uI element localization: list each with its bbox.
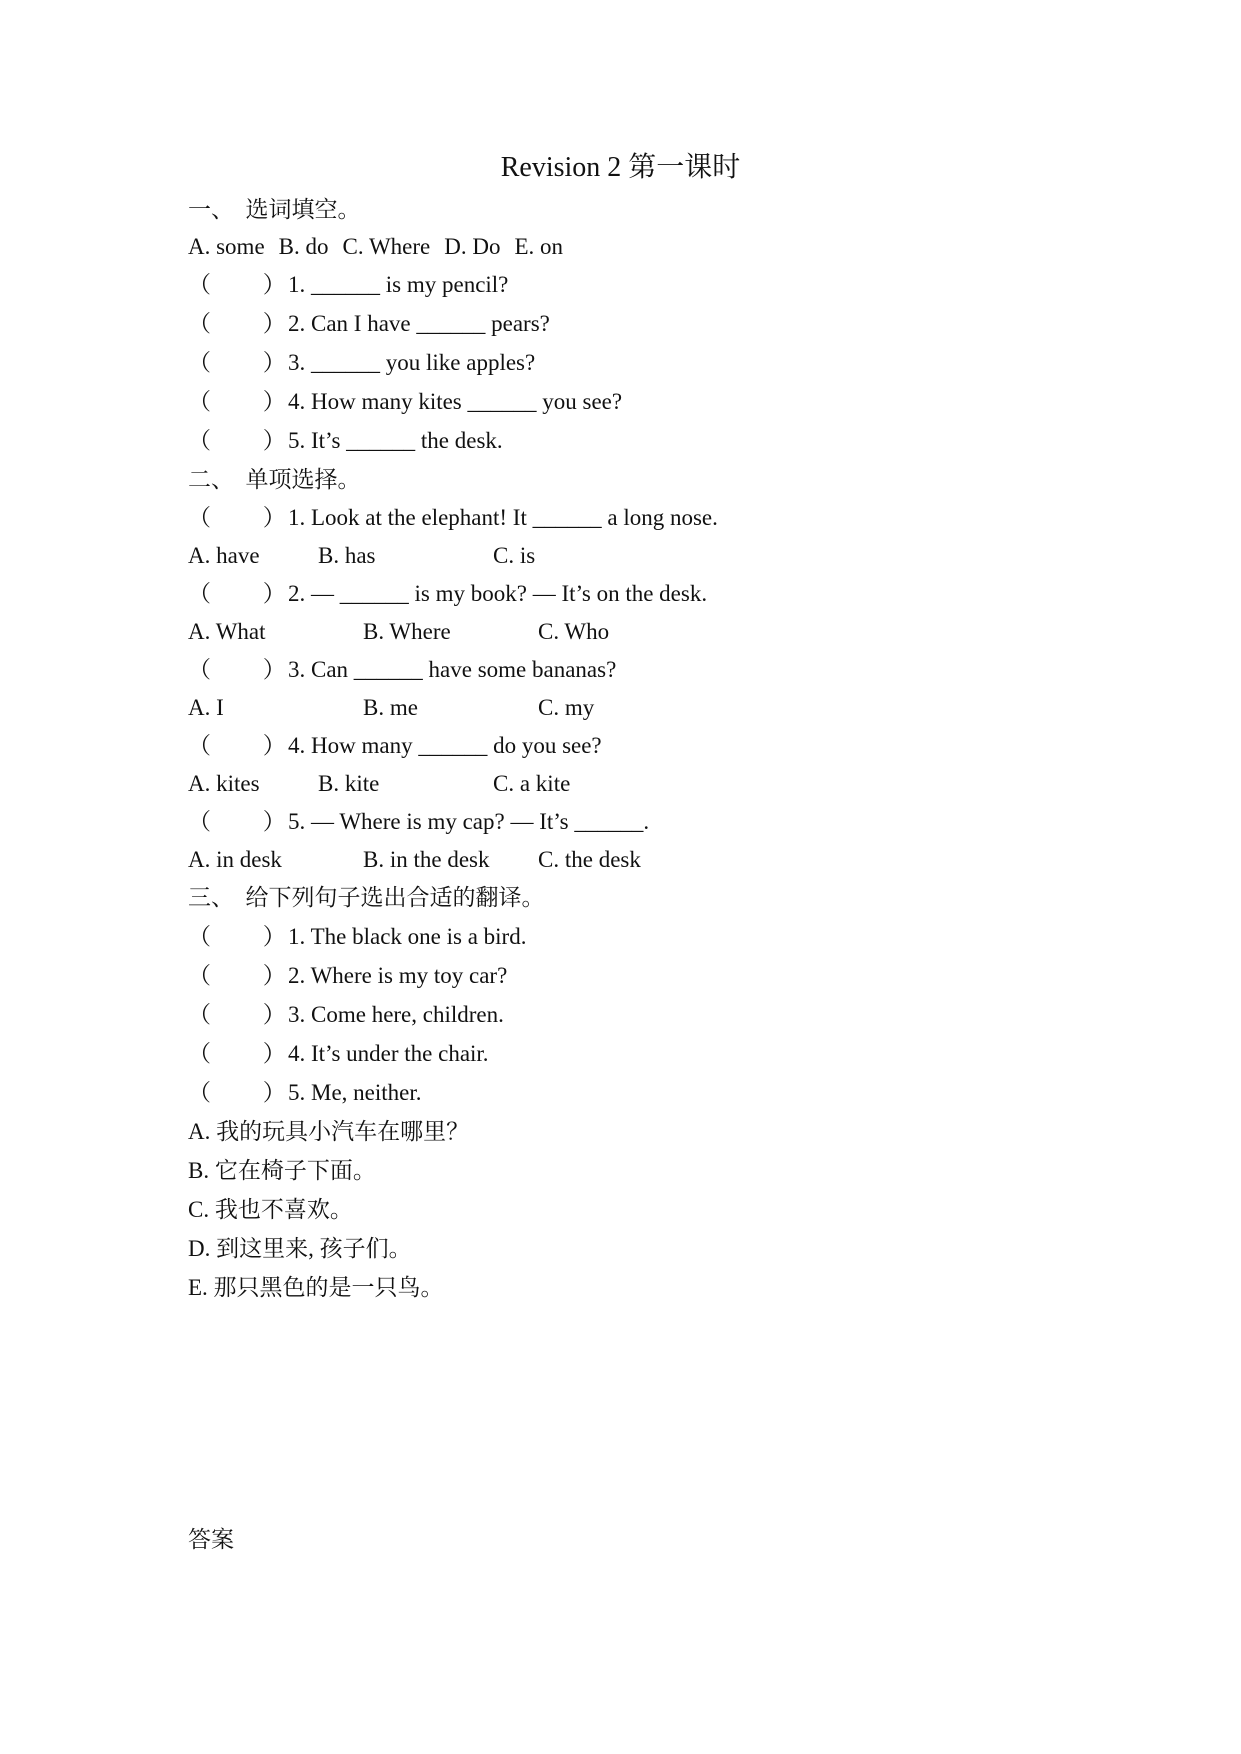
answer-blank[interactable]: （ ） <box>188 505 286 530</box>
option: C. the desk <box>538 847 641 872</box>
answer-blank[interactable]: （ ） <box>188 924 286 949</box>
options-row <box>188 541 535 571</box>
question-text: 3. Come here, children. <box>288 1002 504 1027</box>
answer-blank[interactable]: （ ） <box>188 733 286 758</box>
option: C. Who <box>538 619 610 644</box>
answer-blank[interactable]: （ ） <box>188 809 286 834</box>
question-text: 2. Where is my toy car? <box>288 963 508 988</box>
section2-heading: 二、 单项选择。 <box>188 467 361 492</box>
question-text: 4. How many ______ do you see? <box>288 733 602 758</box>
word-bank-option: B. do <box>278 234 329 259</box>
question-row <box>188 309 550 339</box>
question-text: 3. ______ you like apples? <box>288 350 536 375</box>
options-row <box>188 845 641 875</box>
answer-blank[interactable]: （ ） <box>188 1041 286 1066</box>
question-row <box>188 579 707 609</box>
word-bank-option: D. Do <box>444 234 501 259</box>
options-row <box>188 693 594 723</box>
option: B. in the desk <box>363 847 490 872</box>
question-row <box>188 1078 422 1108</box>
question-text: 2. — ______ is my book? — It’s on the desk. <box>288 581 708 606</box>
section1-heading: 一、 选词填空。 <box>188 197 361 222</box>
question-text: 5. — Where is my cap? — It’s ______. <box>288 809 650 834</box>
question-text: 1. The black one is a bird. <box>288 924 527 949</box>
answer-blank[interactable]: （ ） <box>188 428 286 453</box>
question-text: 5. It’s ______ the desk. <box>288 428 503 453</box>
word-bank-option: A. some <box>188 234 265 259</box>
answer-blank[interactable]: （ ） <box>188 657 286 682</box>
question-text: 5. Me, neither. <box>288 1080 422 1105</box>
option: B. Where <box>363 619 451 644</box>
answer-heading: 答案 <box>188 1527 234 1552</box>
page-title: Revision 2 第一课时 <box>500 152 741 183</box>
answer-blank[interactable]: （ ） <box>188 1002 286 1027</box>
question-row <box>188 922 526 952</box>
word-bank-option: E. on <box>514 234 564 259</box>
question-row <box>188 961 507 991</box>
translation-option: D. 到这里来, 孩子们。 <box>188 1236 412 1261</box>
question-row <box>188 387 622 417</box>
option: B. me <box>363 695 418 720</box>
question-row <box>188 731 602 761</box>
option: A. in desk <box>188 847 282 872</box>
question-row <box>188 807 649 837</box>
question-text: 1. ______ is my pencil? <box>288 272 509 297</box>
question-row <box>188 503 718 533</box>
option: A. kites <box>188 771 260 796</box>
answer-blank[interactable]: （ ） <box>188 350 286 375</box>
question-row <box>188 655 616 685</box>
translation-option: C. 我也不喜欢。 <box>188 1197 353 1222</box>
translation-option: B. 它在椅子下面。 <box>188 1158 376 1183</box>
question-row <box>188 348 535 378</box>
option: C. is <box>493 543 536 568</box>
translation-option: A. 我的玩具小汽车在哪里？ <box>188 1119 470 1144</box>
option: A. have <box>188 543 260 568</box>
answer-blank[interactable]: （ ） <box>188 1080 286 1105</box>
section3-heading: 三、 给下列句子选出合适的翻译。 <box>188 885 545 910</box>
question-row <box>188 270 508 300</box>
word-bank <box>188 232 577 262</box>
answer-blank[interactable]: （ ） <box>188 272 286 297</box>
option: B. kite <box>318 771 380 796</box>
word-bank-option: C. Where <box>342 234 431 259</box>
question-row <box>188 1000 504 1030</box>
question-text: 1. Look at the elephant! It ______ a long nose. <box>288 505 718 530</box>
options-row <box>188 769 570 799</box>
option: C. my <box>538 695 595 720</box>
translation-option: E. 那只黑色的是一只鸟。 <box>188 1275 444 1300</box>
question-text: 2. Can I have ______ pears? <box>288 311 550 336</box>
question-text: 4. It’s under the chair. <box>288 1041 489 1066</box>
question-text: 4. How many kites ______ you see? <box>288 389 623 414</box>
options-row <box>188 617 609 647</box>
option: A. I <box>188 695 224 720</box>
answer-blank[interactable]: （ ） <box>188 389 286 414</box>
question-row <box>188 426 503 456</box>
option: B. has <box>318 543 376 568</box>
answer-blank[interactable]: （ ） <box>188 963 286 988</box>
option: A. What <box>188 619 266 644</box>
answer-blank[interactable]: （ ） <box>188 311 286 336</box>
option: C. a kite <box>493 771 571 796</box>
question-row <box>188 1039 489 1069</box>
answer-blank[interactable]: （ ） <box>188 581 286 606</box>
question-text: 3. Can ______ have some bananas? <box>288 657 617 682</box>
